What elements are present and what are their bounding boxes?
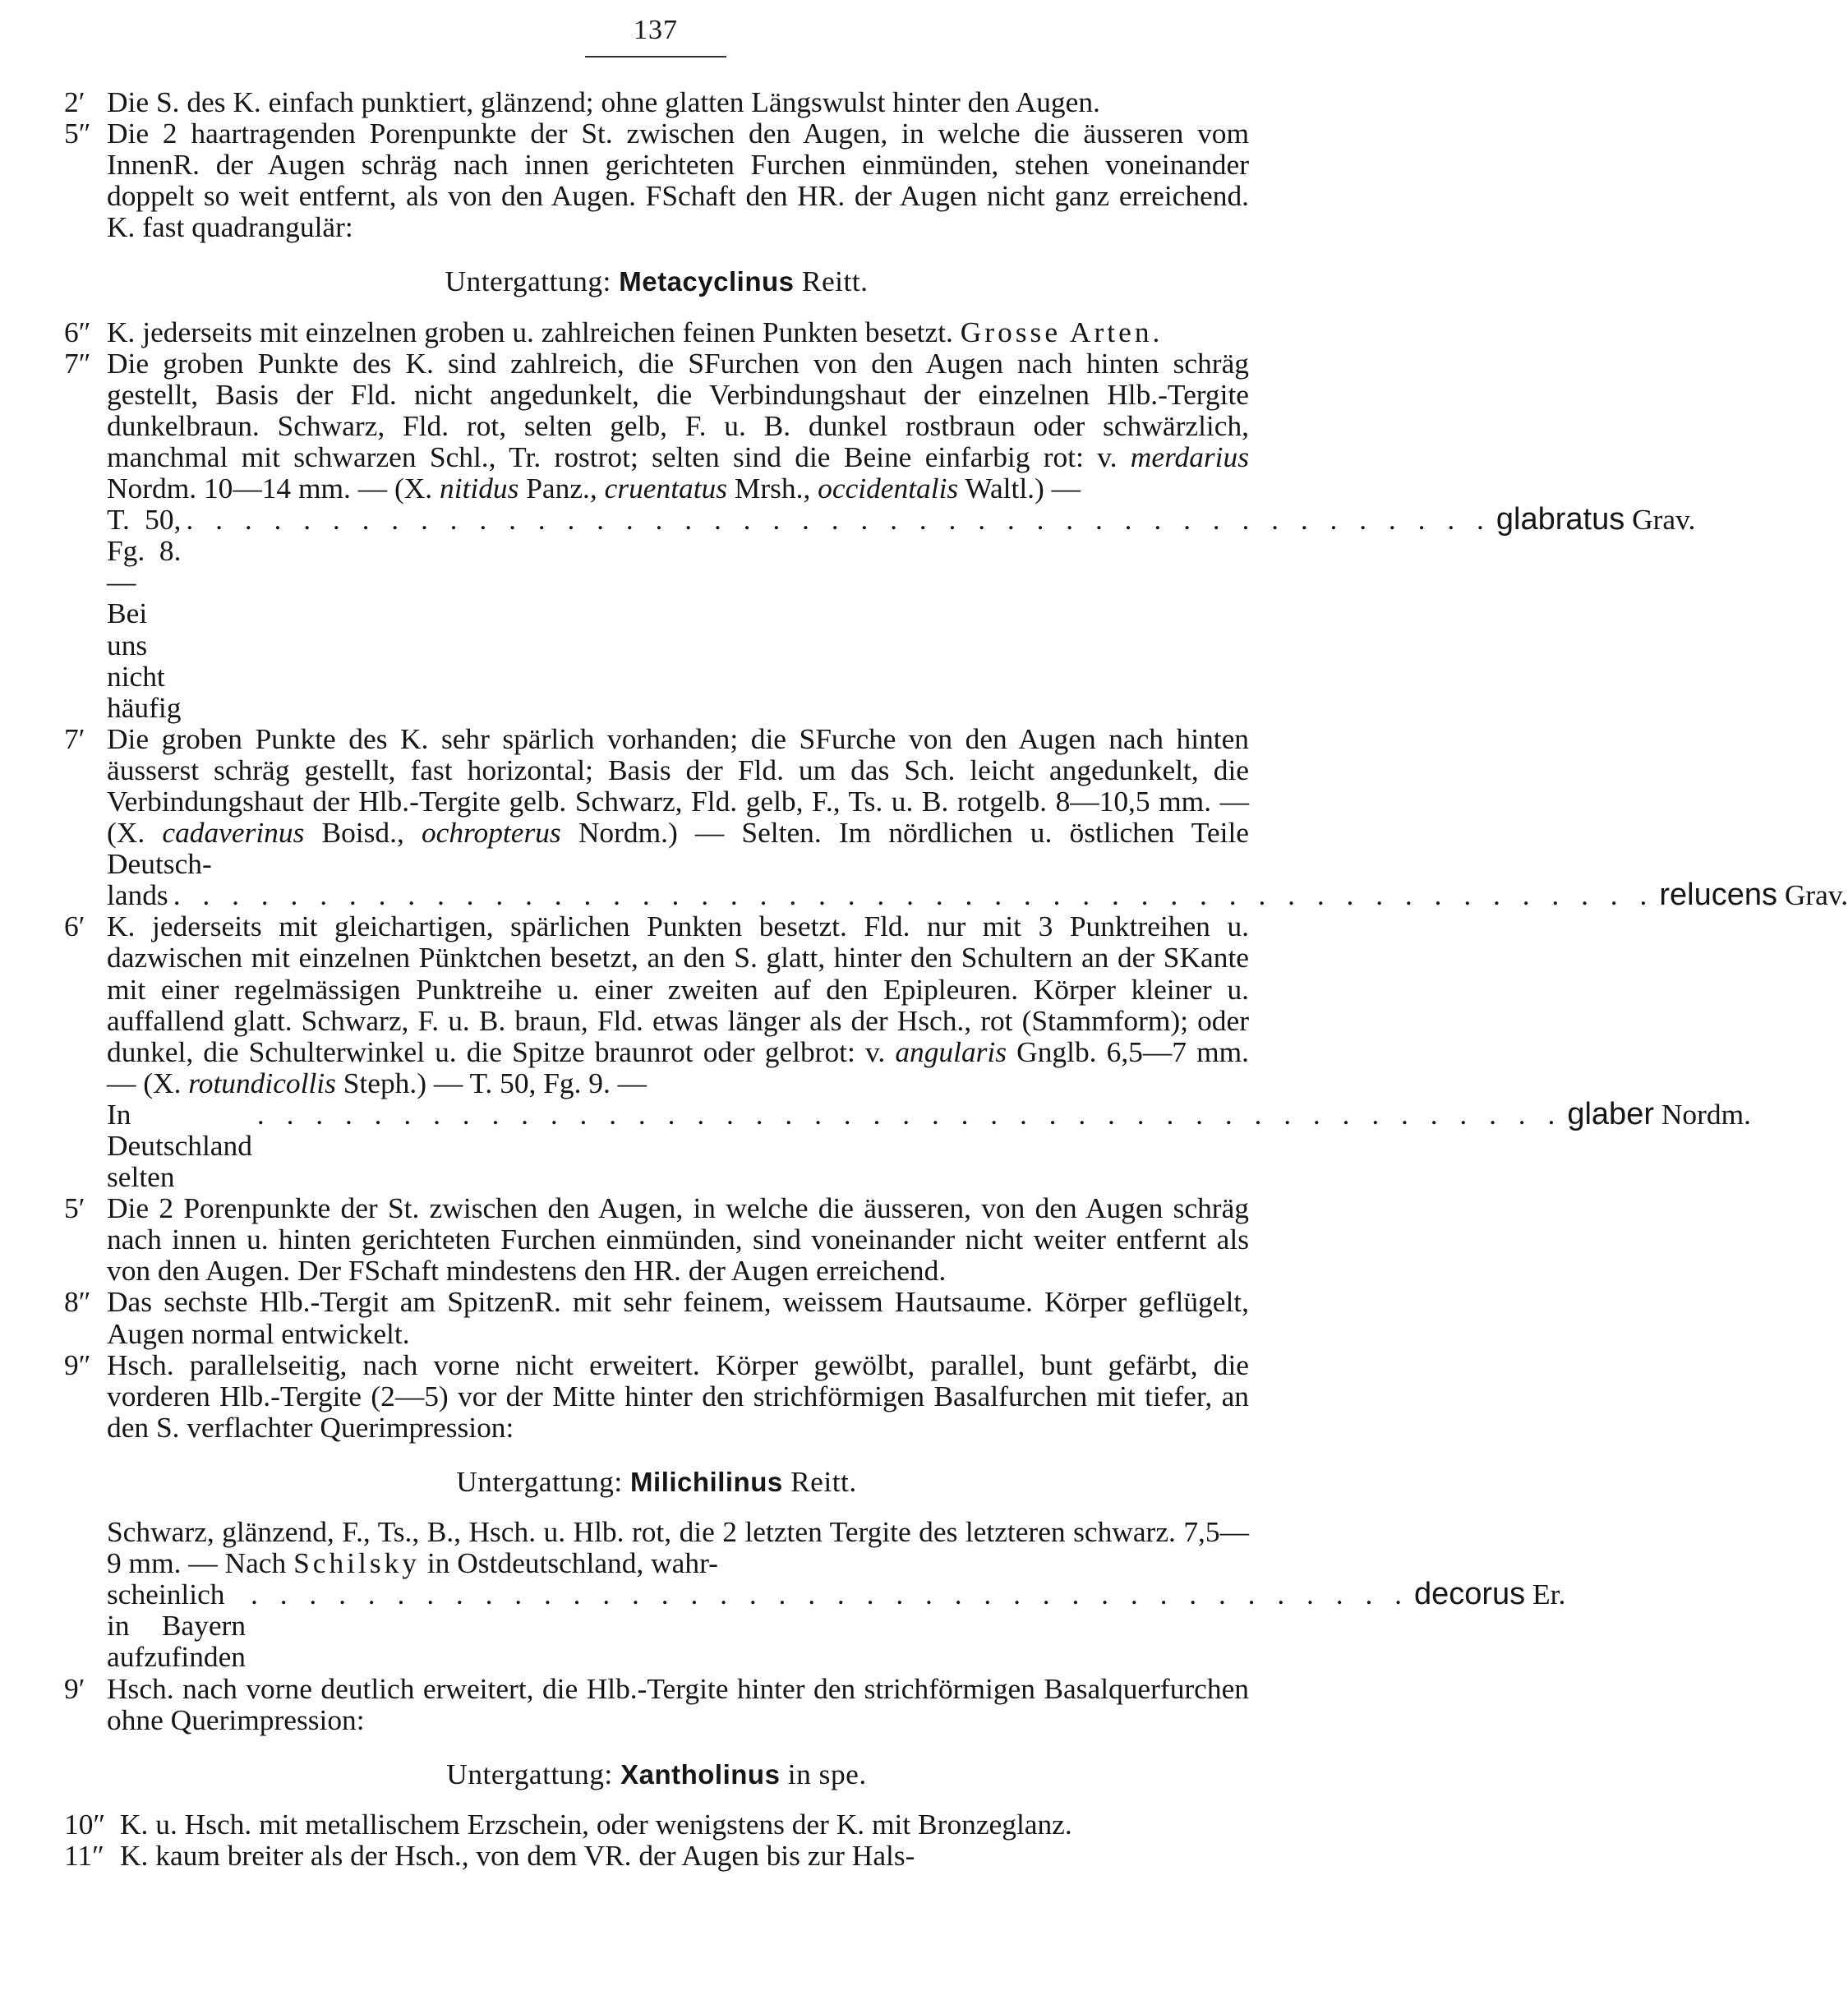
leader-dots: . . . . . . . . . . . . . . . . . . . . . . . . . . . . . . . . . . . . . . . . bbox=[251, 1578, 1409, 1611]
synonym-name: nitidus bbox=[440, 472, 519, 505]
entry-text: K. u. Hsch. mit metallischem Erzschein, oder wenigstens der K. mit Bronzeglanz. bbox=[120, 1807, 1072, 1841]
leader-dots: . . . . . . . . . . . . . . . . . . . . . . . . . . . . . . . . . . . . . . . . . . . . . bbox=[256, 1097, 1563, 1131]
entry-number: 6′ bbox=[64, 910, 85, 943]
subgenus-author: in spe. bbox=[787, 1757, 867, 1790]
entry-text: Boisd., bbox=[321, 816, 404, 850]
subgenus-prefix: Untergattung: bbox=[445, 265, 611, 298]
page-number: 137 bbox=[634, 15, 678, 45]
species-leader-line bbox=[107, 1577, 1566, 1674]
entry-spaced-text: Grosse Arten. bbox=[960, 315, 1164, 348]
species-author: Er. bbox=[1532, 1578, 1566, 1611]
entry-number: 2′ bbox=[64, 85, 85, 118]
key-entry-7p bbox=[64, 721, 1848, 913]
entry-text: Die 2 haartragenden Porenpunkte der St. zwischen den Augen, in welche die äusseren vom InnenR. der Augen schräg nach innen gerichteten Furchen einmünden, stehen voneinander doppelt so weit entfernt, als von den Augen. FSchaft den HR. der Augen nicht ganz erreichend. K. fast quadrangulär: bbox=[107, 117, 1249, 244]
subgenus-name: Metacyclinus bbox=[619, 266, 795, 297]
leader-text: lands bbox=[107, 878, 168, 912]
subgenus-name: Milichilinus bbox=[630, 1466, 783, 1497]
species-name: relucens bbox=[1659, 878, 1777, 913]
synonym-name: occidentalis bbox=[818, 472, 959, 505]
entry-text: Panz., bbox=[526, 472, 597, 505]
entry-text: Die S. des K. einfach punktiert, glänzend; ohne glatten Längswulst hinter den Augen. bbox=[107, 85, 1100, 118]
subgenus-prefix: Untergattung: bbox=[446, 1757, 613, 1790]
entry-number: 10″ bbox=[64, 1807, 106, 1841]
page-number-rule bbox=[585, 56, 726, 58]
leader-text: scheinlich in Bayern aufzufinden bbox=[107, 1578, 247, 1674]
author-reference: Schilsky bbox=[293, 1546, 420, 1580]
entry-text: Hsch. nach vorne deutlich erweitert, die Hlb.-Tergite hinter den strichförmigen Basalquerfurchen ohne Querimpression: bbox=[107, 1671, 1249, 1736]
species-name: glabratus bbox=[1495, 502, 1625, 537]
entry-text: Die groben Punkte des K. sind zahlreich, die SFurchen von den Augen nach hinten schräg gestellt, Basis der Fld. nicht angedunkelt, die Verbindungshaut der einzelnen Hlb.-Tergite dunkelbraun. Schwarz, Fld. rot, selten gelb, F. u. B. dunkel rostbraun oder schwärzlich, manchmal mit schwarzen Schl., Tr. rostrot; selten sind die Beine einfarbig rot: v. bbox=[107, 346, 1249, 473]
subgenus-prefix: Untergattung: bbox=[456, 1464, 623, 1498]
entry-text: K. jederseits mit einzelnen groben u. zahlreichen feinen Punkten besetzt. bbox=[107, 315, 953, 348]
leader-text: T. 50, Fg. 8. — Bei uns nicht häufig bbox=[107, 503, 182, 724]
entry-text: Die groben Punkte des K. sehr spärlich vorhanden; die SFurche von den Augen nach hinten äusserst schräg gestellt, fast horizontal; Basis der Fld. um das Sch. leicht angedunkelt, die Verbindungshaut der Hlb.-Tergite gelb. Schwarz, Fld. gelb, F., Ts. u. B. rotgelb. 8—10,5 mm. — (X. bbox=[107, 721, 1249, 850]
key-entry-5pp bbox=[64, 117, 1249, 242]
entry-text: Waltl.) — bbox=[965, 472, 1081, 505]
species-name: glaber bbox=[1567, 1096, 1654, 1131]
leader-text: In Deutschland selten bbox=[107, 1097, 252, 1194]
entry-number: 7′ bbox=[64, 721, 85, 755]
entry-number: 5′ bbox=[64, 1191, 85, 1225]
key-entry-11pp bbox=[64, 1840, 1249, 1871]
entry-text: Das sechste Hlb.-Tergit am SpitzenR. mit sehr feinem, weissem Hautsaume. Körper geflügelt, Augen normal entwickelt. bbox=[107, 1285, 1249, 1350]
subgenus-name: Xantholinus bbox=[620, 1758, 781, 1790]
entry-number: 9′ bbox=[64, 1671, 85, 1705]
species-description-decorus bbox=[64, 1515, 1566, 1674]
species-name: decorus bbox=[1413, 1577, 1526, 1612]
variety-name: merdarius bbox=[1130, 440, 1249, 473]
key-entry-8pp bbox=[64, 1286, 1249, 1348]
species-author: Grav. bbox=[1784, 878, 1848, 912]
key-entry-6pp bbox=[64, 316, 1249, 348]
entry-text: Nordm.) — Selten. Im nördlichen u. östlichen Teile Deutsch- bbox=[107, 816, 1249, 881]
entry-text: Mrsh., bbox=[734, 472, 811, 505]
synonym-name: cruentatus bbox=[604, 472, 728, 505]
entry-text: Schwarz, glänzend, F., Ts., B., Hsch. u. Hlb. rot, die 2 letzten Tergite des letzteren schwarz. 7,5—9 mm. — Nach bbox=[107, 1515, 1249, 1580]
key-entry-6p bbox=[64, 910, 1751, 1194]
synonym-name: rotundicollis bbox=[188, 1066, 336, 1099]
key-entry-2p bbox=[64, 86, 1249, 117]
key-text bbox=[64, 85, 1848, 1872]
key-entry-9pp bbox=[64, 1349, 1249, 1443]
entry-number: 11″ bbox=[64, 1838, 104, 1872]
entry-text: in Ostdeutschland, wahr- bbox=[426, 1546, 718, 1580]
species-author: Nordm. bbox=[1661, 1097, 1751, 1131]
leader-dots: . . . . . . . . . . . . . . . . . . . . . . . . . . . . . . . . . . . . . . . . . . . . . . . . . . . bbox=[173, 878, 1655, 912]
entry-text: Steph.) — T. 50, Fg. 9. — bbox=[343, 1066, 647, 1099]
species-leader-line bbox=[107, 502, 1696, 724]
leader-dots: . . . . . . . . . . . . . . . . . . . . . . . . . . . . . . . . . . . . . . . . . . . . . bbox=[186, 503, 1491, 537]
key-entry-5p bbox=[64, 1192, 1249, 1286]
subgenus-heading-xantholinus bbox=[64, 1758, 1249, 1790]
key-entry-10pp bbox=[64, 1809, 1249, 1840]
entry-text: K. kaum breiter als der Hsch., von dem VR. der Augen bis zur Hals- bbox=[120, 1838, 915, 1872]
entry-text: Nordm. 10—14 mm. — (X. bbox=[107, 472, 433, 505]
variety-name: angularis bbox=[895, 1034, 1007, 1068]
subgenus-heading-metacyclinus bbox=[64, 265, 1249, 297]
entry-text: Die 2 Porenpunkte der St. zwischen den Augen, in welche die äusseren, von den Augen schräg nach innen u. hinten gerichteten Furchen einmünden, sind voneinander nicht weiter entfernt als von den Augen. Der FSchaft mindestens den HR. der Augen erreichend. bbox=[107, 1191, 1249, 1288]
entry-number: 6″ bbox=[64, 315, 91, 348]
key-entry-7pp bbox=[64, 346, 1696, 724]
entry-text: Gnglb. 6,5—7 mm. — (X. bbox=[107, 1034, 1249, 1099]
entry-number: 8″ bbox=[64, 1285, 91, 1319]
subgenus-author: Reitt. bbox=[801, 265, 869, 298]
entry-number: 5″ bbox=[64, 117, 91, 150]
entry-text: Hsch. parallelseitig, nach vorne nicht erweitert. Körper gewölbt, parallel, bunt gefärbt, die vorderen Hlb.-Tergite (2—5) vor der Mitte hinter den strichförmigen Basalfurchen mit tiefer, an den S. verflachter Querimpression: bbox=[107, 1348, 1249, 1444]
subgenus-author: Reitt. bbox=[790, 1464, 857, 1498]
entry-text: K. jederseits mit gleichartigen, spärlichen Punkten besetzt. Fld. nur mit 3 Punktreihen u. dazwischen mit einzelnen Pünktchen besetzt, an den S. glatt, hinter den Schultern an der SKante mit einer regelmässigen Punktreihe u. einer zweiten auf den Epipleuren. Körper kleiner u. auffallend glatt. Schwarz, F. u. B. braun, Fld. etwas länger als der Hsch., rot (Stammform); oder dunkel, die Schulterwinkel u. die Spitze braunrot oder gelbrot: v. bbox=[107, 910, 1249, 1068]
species-leader-line bbox=[107, 878, 1848, 913]
synonym-name: cadaverinus bbox=[162, 816, 305, 850]
species-author: Grav. bbox=[1632, 503, 1696, 537]
synonym-name: ochropterus bbox=[421, 816, 561, 850]
species-leader-line bbox=[107, 1096, 1751, 1194]
subgenus-heading-milichilinus bbox=[64, 1466, 1249, 1498]
key-entry-9p bbox=[64, 1673, 1249, 1735]
entry-number: 9″ bbox=[64, 1348, 91, 1381]
entry-number: 7″ bbox=[64, 346, 91, 380]
